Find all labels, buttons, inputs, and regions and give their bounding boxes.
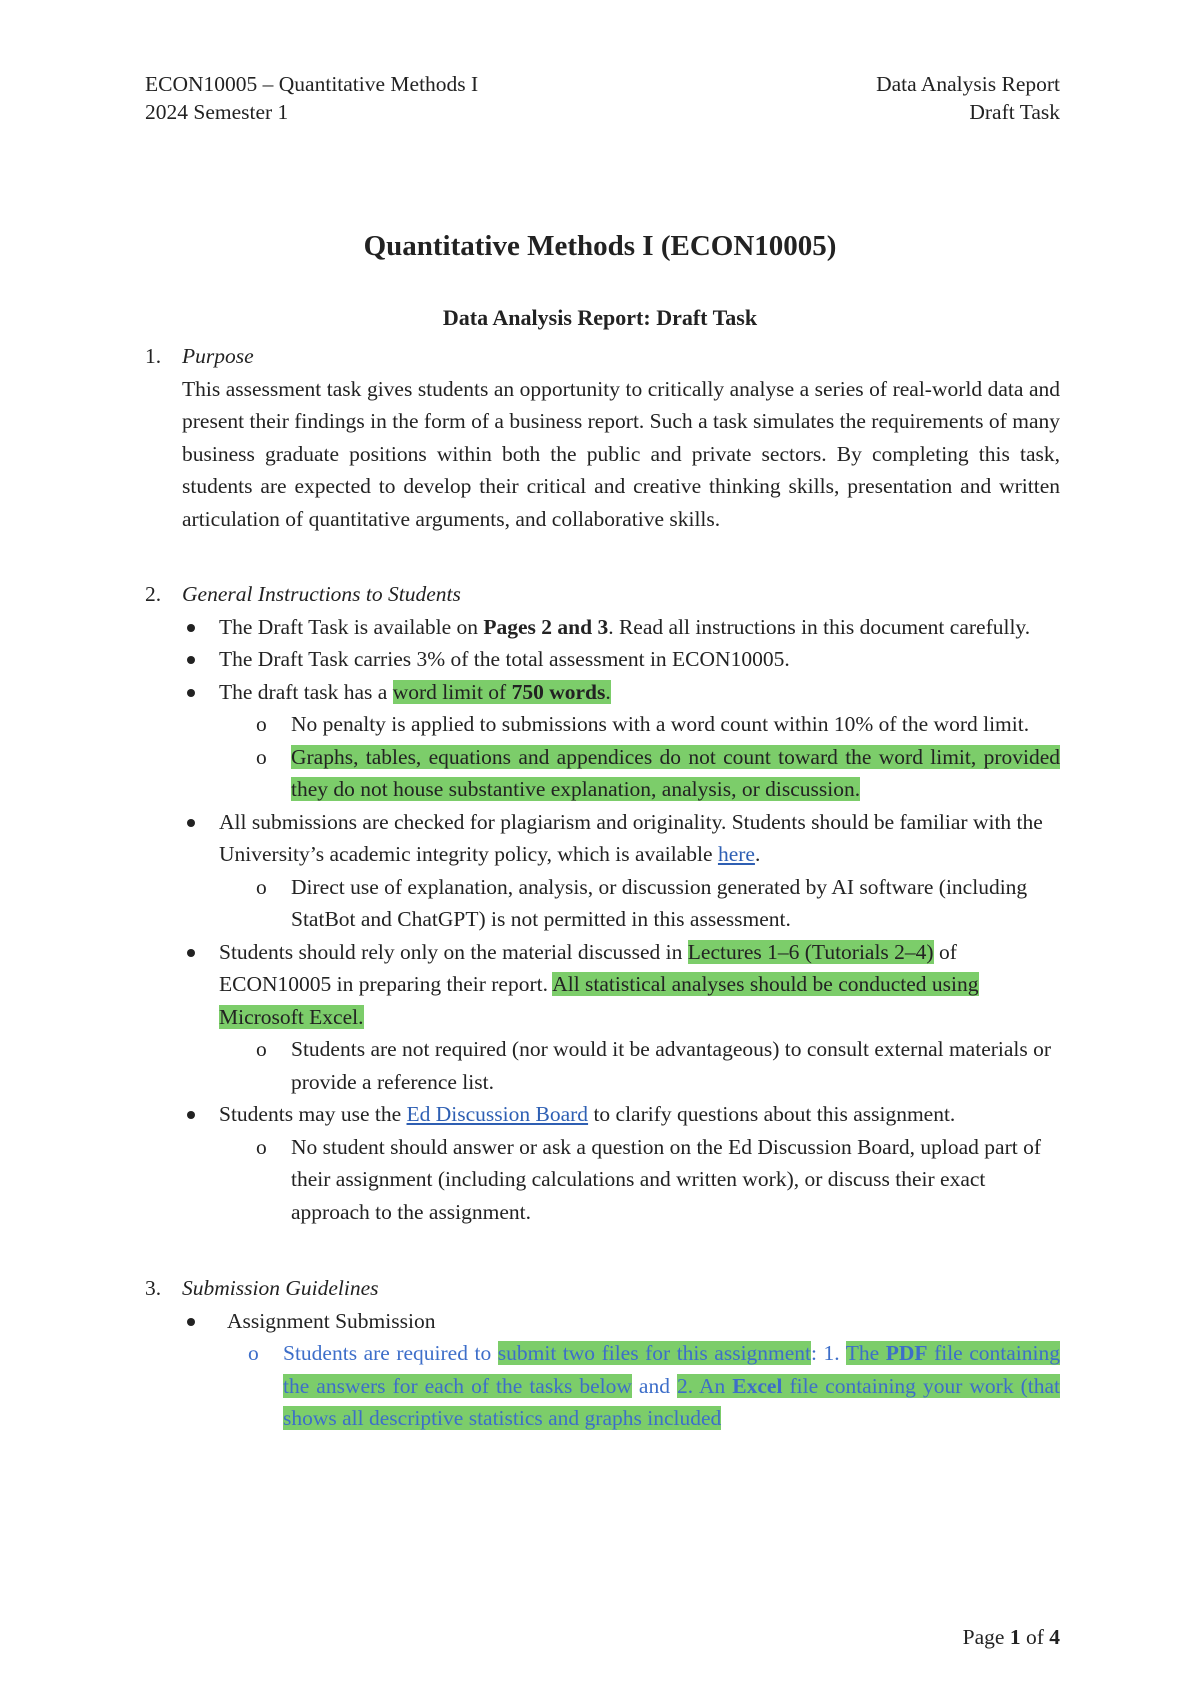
highlighted-text: word limit of 750 words. [392,679,611,704]
sub-list [219,708,1060,806]
sub-list-item: o No student should answer or ask a question on the Ed Discussion Board, upload part of their assignment (including calculations and written work), or discuss their exact approach to the assignment. [219,1131,1060,1229]
header-right [876,70,1060,126]
section-number: 1. [145,344,162,368]
page-subtitle: Data Analysis Report: Draft Task [442,305,758,330]
sub-bullet-icon: o [248,1341,259,1365]
ed-discussion-link[interactable]: Ed Discussion Board [406,1102,589,1126]
section-heading [145,1272,1060,1305]
sub-list-item [219,741,1060,806]
report-type: Data Analysis Report [876,72,1060,96]
highlighted-text: The PDF file containing the answers for each of the tasks below [283,1341,1060,1398]
section-number: 2. [145,582,162,606]
section-instructions [145,578,1060,1228]
bullet-icon [187,949,195,957]
integrity-policy-link[interactable]: here [717,842,755,866]
bullet-icon [187,624,195,632]
section-number: 3. [145,1276,162,1300]
list-item: Students may use the Ed Discussion Board to clarify questions about this assignment. o No student should answer or ask a question on the Ed Discussion Board, upload part of their assignment (including calculations and written work), or discuss their exact approach to the assignment. [145,1098,1060,1228]
sub-bullet-icon: o [256,1037,267,1061]
highlighted-text: submit two files for this assignment [497,1341,812,1365]
sub-list-item: o Students are not required (nor would it be advantageous) to consult external materials or provide a reference list. [219,1033,1060,1098]
purpose-paragraph: This assessment task gives students an opportunity to critically analyse a series of real-world data and present their findings in the form of a business report. Such a task simulates the requirements of many business graduate positions within both the public and private sectors. By completing this task, students are expected to develop their critical and creative thinking skills, presentation and written articulation of quantitative arguments, and collaborative skills. [182,376,1060,531]
section-title: Submission Guidelines [182,1276,379,1300]
sub-bullet-icon: o [256,1134,267,1159]
section-heading [145,578,1060,611]
sub-list-item: o No penalty is applied to submissions with a word count within 10% of the word limit. [219,708,1060,741]
highlighted-text: 2. An Excel file containing your work (that shows all descriptive statistics and graphs included [283,1373,1060,1430]
sub-bullet-icon: o [256,874,267,899]
instruction-list [145,611,1060,1229]
highlighted-text: All statistical analyses should be conducted using Microsoft Excel. [219,972,979,1029]
page-number: Page 1 of 4 [962,1625,1060,1649]
highlighted-text: Lectures 1–6 (Tutorials 2–4) [687,939,934,964]
list-item: The Draft Task carries 3% of the total assessment in ECON10005. [145,643,1060,676]
header-left [145,70,478,126]
semester: 2024 Semester 1 [145,100,289,124]
sub-list [227,1337,1060,1435]
list-item: The draft task has a word limit of 750 words. o No penalty is applied to submissions with a word count within 10% of the word limit. o Graphs, tables, equations and appendices do not count toward the word limit, provided they do not house substantive explanation, analysis, or discussion. [145,676,1060,806]
page-title: Quantitative Methods I (ECON10005) [363,230,837,262]
section-title: Purpose [182,344,254,368]
sub-list-item: o Students are required to submit two files for this assignment: 1. The PDF file containing the answers for each of the tasks below and 2. An Excel file containing your work (that shows all descriptive statistics and graphs included [219,1337,1060,1435]
section-purpose [145,340,1060,535]
bullet-icon [187,689,195,697]
bullet-icon [187,1318,195,1326]
list-item: The Draft Task is available on Pages 2 and 3. Read all instructions in this document carefully. [145,611,1060,644]
sub-list [219,871,1060,936]
section-heading [145,340,1060,373]
submission-list [145,1305,1060,1435]
section-title: General Instructions to Students [182,582,461,606]
course-code: ECON10005 – Quantitative Methods I [145,72,479,96]
list-item: All submissions are checked for plagiarism and originality. Students should be familiar with the University’s academic integrity policy, which is available here. o Direct use of explanation, analysis, or discussion generated by AI software (including StatBot and ChatGPT) is not permitted in this assessment. [145,806,1060,936]
list-item: Students should rely only on the material discussed in Lectures 1–6 (Tutorials 2–4) of ECON10005 in preparing their report. All statistical analyses should be conducted using Microsoft Excel. o Students are not required (nor would it be advantageous) to consult external materials or provide a reference list. [145,936,1060,1099]
section-submission [145,1272,1060,1435]
list-item: Assignment Submission o Students are required to submit two files for this assignment: 1. The PDF file containing the answers for each of the tasks below and 2. An Excel file containing your work (that shows all descriptive statistics and graphs included [145,1305,1060,1435]
task-type: Draft Task [969,100,1060,124]
highlighted-text: Graphs, tables, equations and appendices do not count toward the word limit, provided they do not house substantive explanation, analysis, or discussion. [291,744,1060,801]
bullet-icon [187,819,195,827]
sub-list [219,1033,1060,1098]
sub-list [219,1131,1060,1229]
bullet-icon [187,656,195,664]
bullet-icon [187,1111,195,1119]
sub-bullet-icon: o [256,712,267,736]
sub-list-item: o Direct use of explanation, analysis, or discussion generated by AI software (including StatBot and ChatGPT) is not permitted in this assessment. [219,871,1060,936]
sub-bullet-icon: o [256,744,267,769]
